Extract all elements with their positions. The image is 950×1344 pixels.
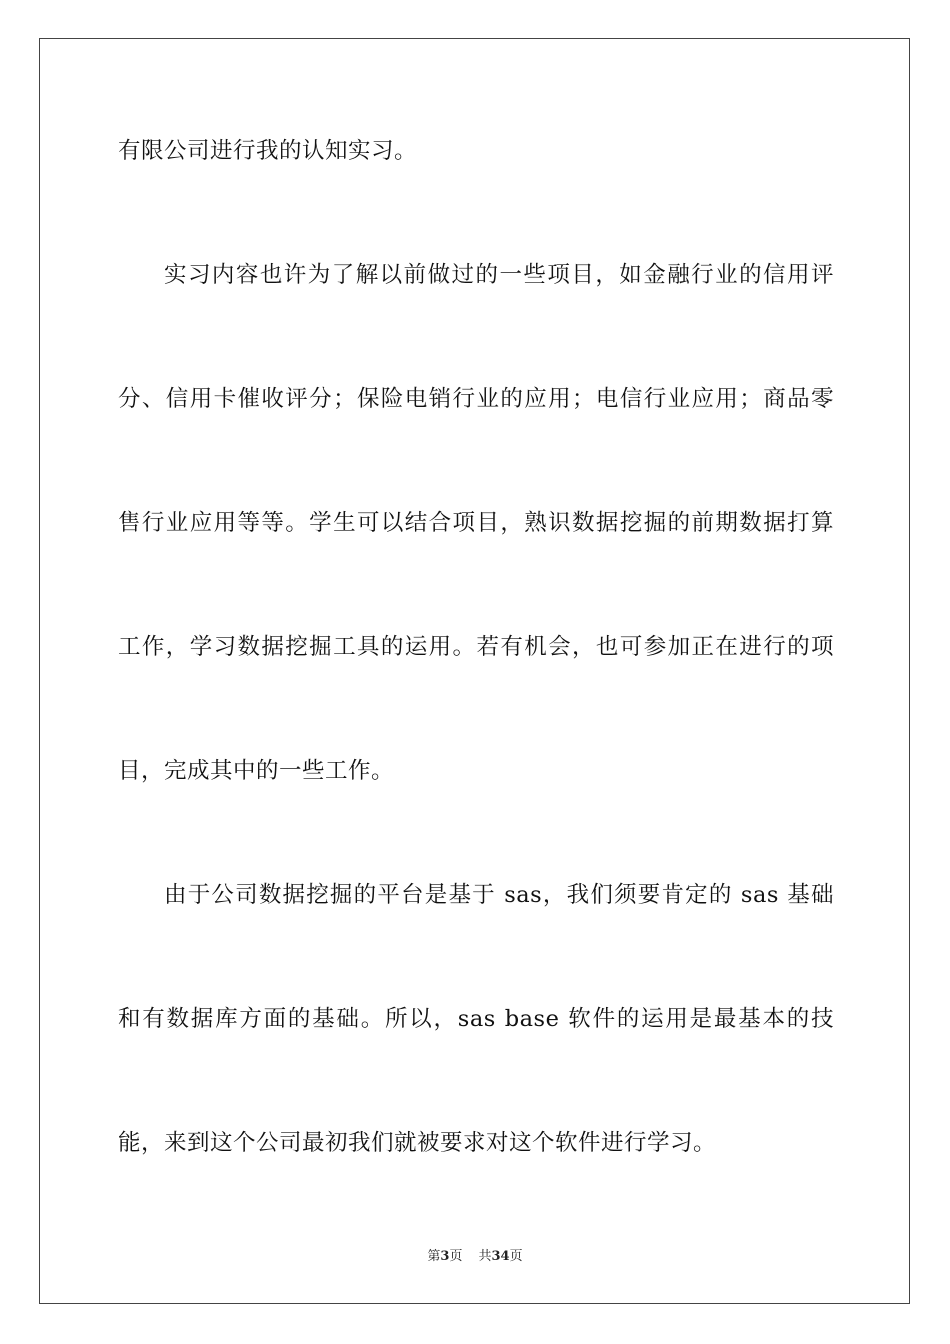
paragraph-line: 有限公司进行我的认知实习。	[118, 138, 418, 164]
paragraph-line: 目，完成其中的一些工作。	[118, 758, 395, 784]
footer-total-prefix: 共	[478, 1249, 492, 1264]
page-footer	[0, 1248, 950, 1266]
paragraph-line: 分、信用卡催收评分；保险电销行业的应用；电信行业应用；商品零	[118, 386, 834, 412]
paragraph-line: 实习内容也许为了解以前做过的一些项目，如金融行业的信用评	[164, 262, 834, 288]
paragraph-line: 工作，学习数据挖掘工具的运用。若有机会，也可参加正在进行的项	[118, 634, 834, 660]
paragraph-line: 和有数据库方面的基础。所以，sas base 软件的运用是最基本的技	[118, 1006, 834, 1032]
paragraph-line: 由于公司数据挖掘的平台是基于 sas，我们须要肯定的 sas 基础	[164, 882, 834, 908]
paragraph-line: 能，来到这个公司最初我们就被要求对这个软件进行学习。	[118, 1130, 717, 1156]
paragraph-line: 售行业应用等等。学生可以结合项目，熟识数据挖掘的前期数据打算	[118, 510, 834, 536]
current-page-number: 3	[440, 1249, 450, 1264]
total-page-count: 34	[491, 1249, 510, 1264]
footer-page-suffix: 页	[449, 1249, 463, 1264]
footer-prefix: 第	[427, 1249, 441, 1264]
footer-total-suffix: 页	[509, 1249, 523, 1264]
page-border	[39, 38, 910, 1304]
